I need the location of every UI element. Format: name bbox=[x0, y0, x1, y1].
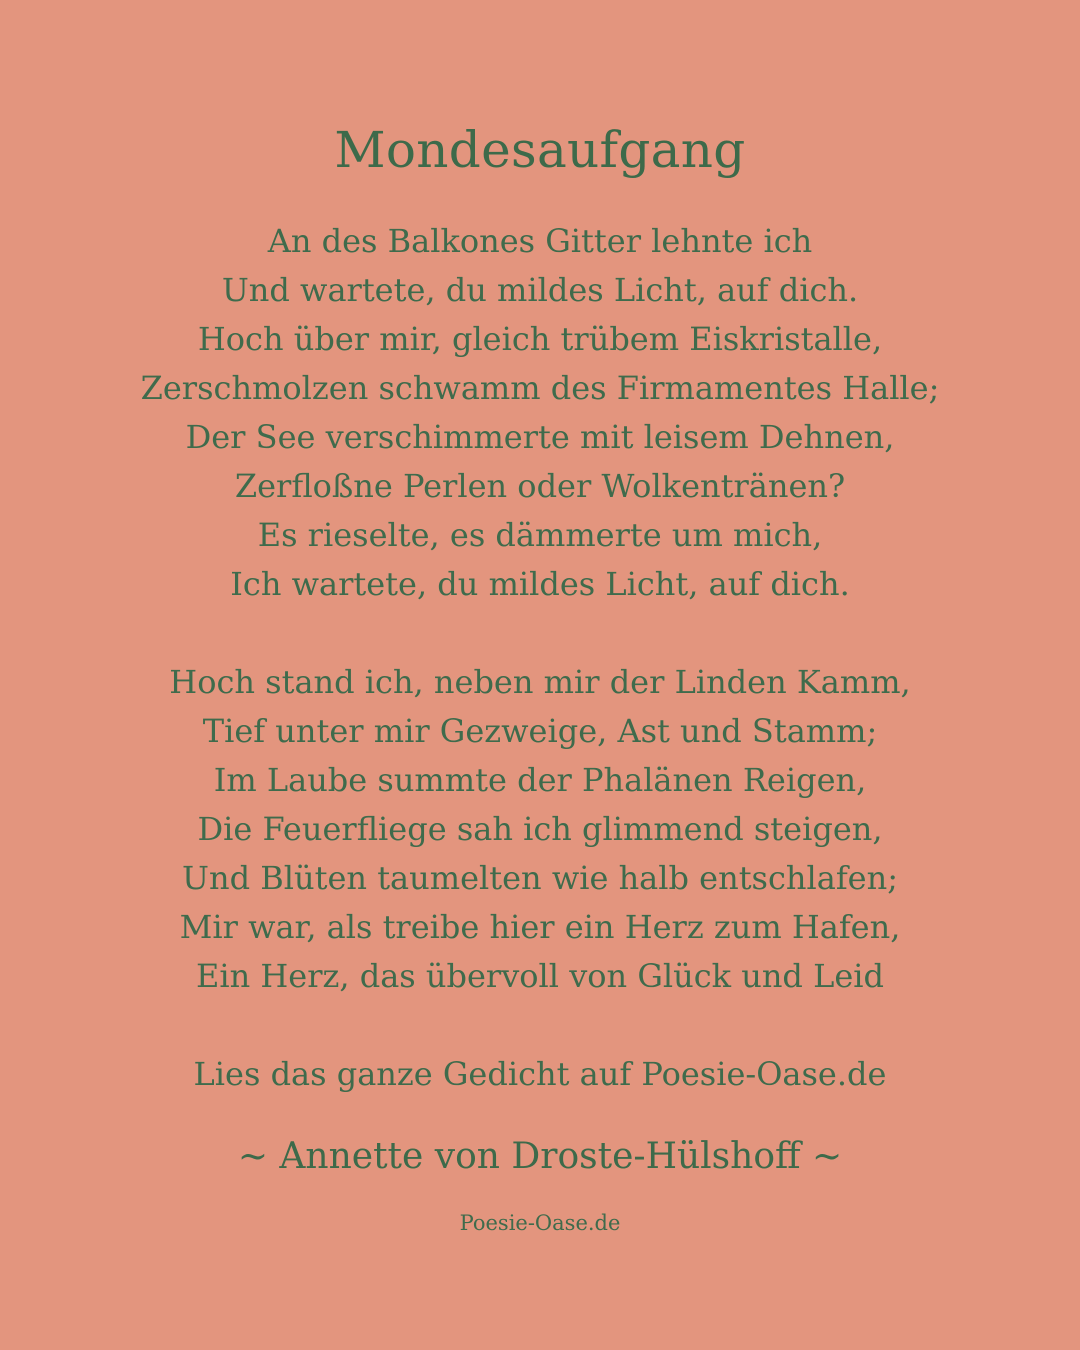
read-more-text: Lies das ganze Gedicht auf Poesie-Oase.de bbox=[193, 1055, 887, 1093]
poem-line: Und wartete, du mildes Licht, auf dich. bbox=[221, 271, 859, 309]
poem-line: Tief unter mir Gezweige, Ast und Stamm; bbox=[202, 712, 878, 750]
poem-line: Der See verschimmerte mit leisem Dehnen, bbox=[185, 418, 895, 456]
poem-title: Mondesaufgang bbox=[334, 121, 746, 179]
poem-line: Ich wartete, du mildes Licht, auf dich. bbox=[230, 565, 850, 603]
poem-line: Die Feuerfliege sah ich glimmend steigen, bbox=[197, 810, 883, 848]
poem-line: Ein Herz, das übervoll von Glück und Leid bbox=[196, 957, 884, 995]
poem-line: Und Blüten taumelten wie halb entschlafen; bbox=[182, 859, 898, 897]
stanza-2 bbox=[0, 658, 1080, 1001]
poem-line: Zerfloßne Perlen oder Wolkentränen? bbox=[234, 467, 846, 505]
poem-line: Hoch stand ich, neben mir der Linden Kamm, bbox=[169, 663, 911, 701]
poem-line: Mir war, als treibe hier ein Herz zum Hafen, bbox=[179, 908, 901, 946]
poem-line: Zerschmolzen schwamm des Firmamentes Halle; bbox=[140, 369, 940, 407]
poem-line: An des Balkones Gitter lehnte ich bbox=[267, 222, 813, 260]
poem-line: Hoch über mir, gleich trübem Eiskristalle, bbox=[197, 320, 883, 358]
poem-line: Im Laube summte der Phalänen Reigen, bbox=[213, 761, 867, 799]
stanza-1 bbox=[0, 217, 1080, 609]
site-watermark: Poesie-Oase.de bbox=[459, 1211, 621, 1235]
poem-line: Es rieselte, es dämmerte um mich, bbox=[257, 516, 823, 554]
author-name: ~ Annette von Droste-Hülshoff ~ bbox=[237, 1136, 843, 1177]
